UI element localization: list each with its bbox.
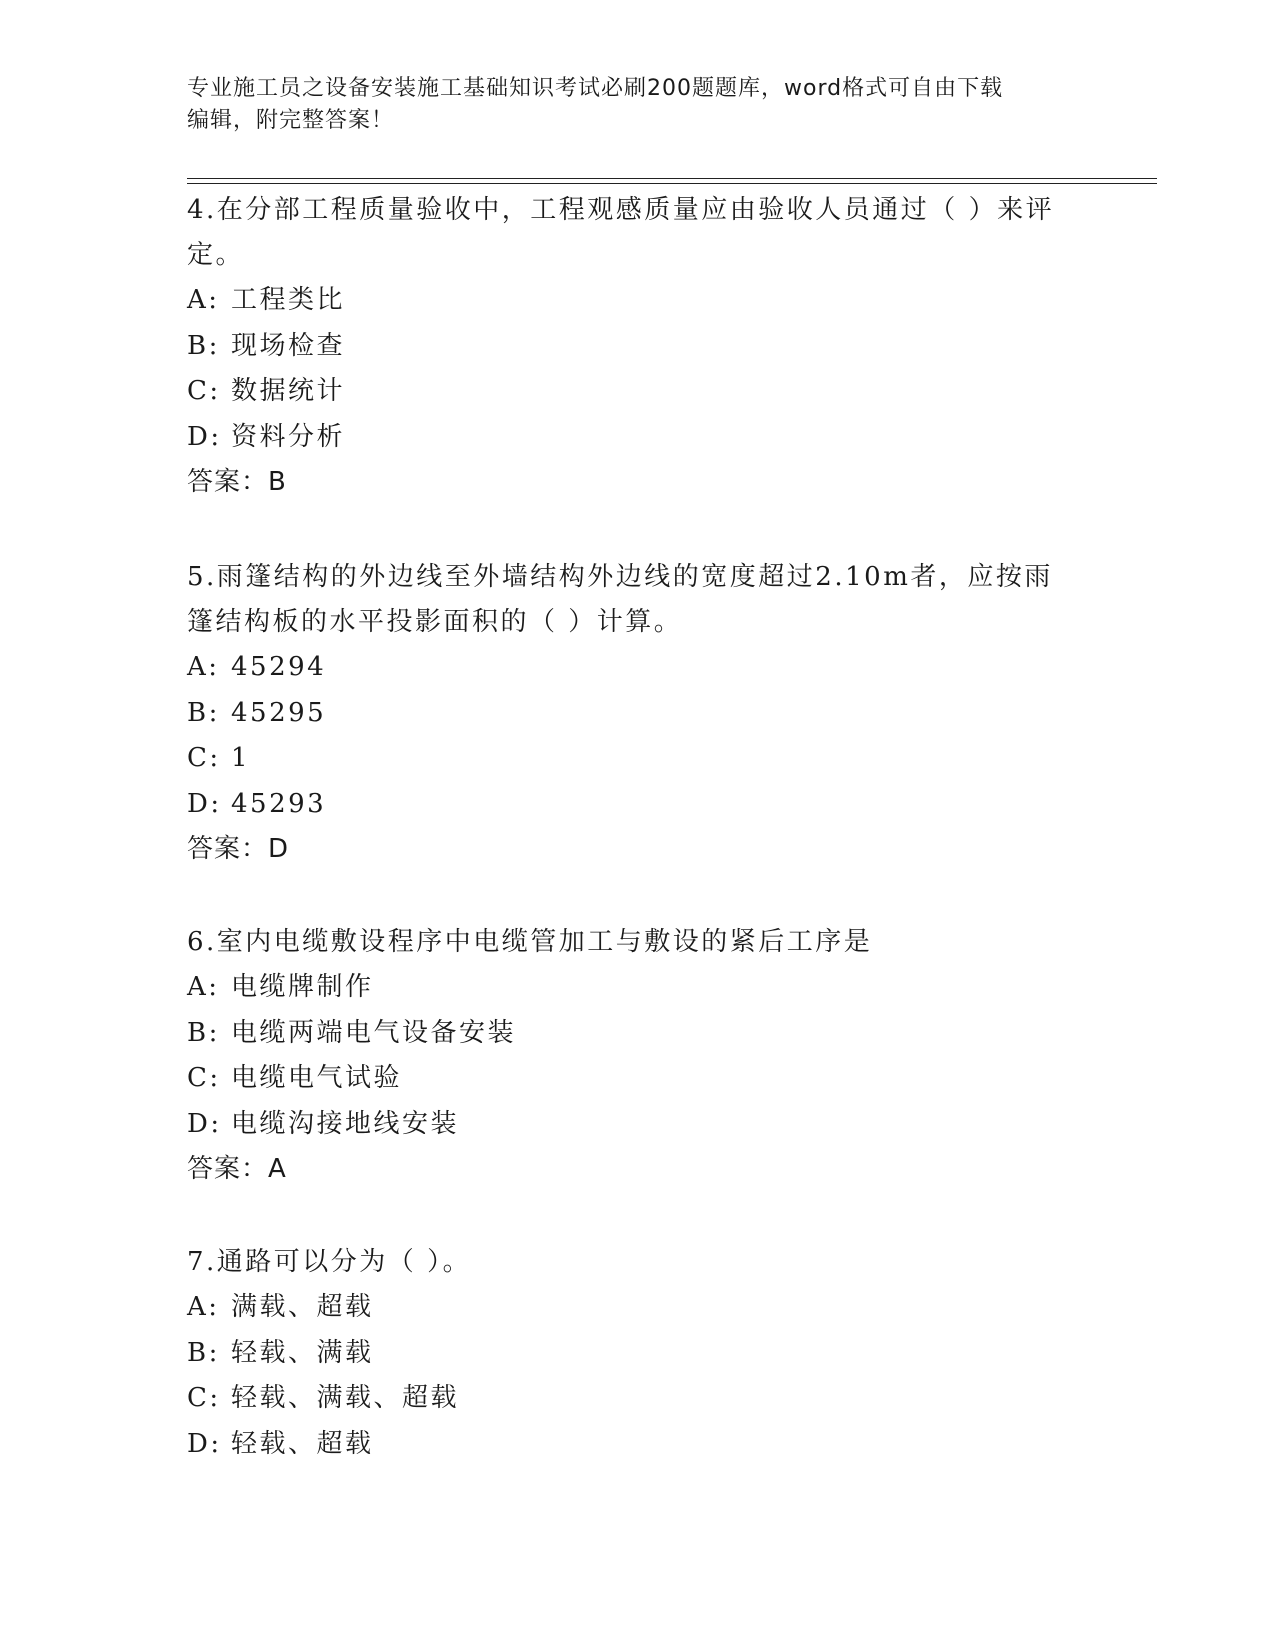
option-text: 工程类比 [231,285,346,315]
option-text: 数据统计 [231,376,346,406]
option-text: 45294 [231,652,327,682]
option-letter: C: [187,1383,221,1413]
option-c [187,1376,1087,1422]
option-letter: B: [187,1337,220,1368]
option-text: 电缆两端电气设备安装 [231,1017,517,1048]
option-c [187,736,1087,782]
question-stem [187,555,1087,645]
option-d [187,782,1087,828]
option-text: 轻载、满载、超载 [231,1383,460,1413]
header-line-1: 专业施工员之设备安装施工基础知识考试必刷200题题库，word格式可自由下载 [187,76,1004,101]
question-stem-line-1: 5.雨篷结构的外边线至外墙结构外边线的宽度超过2.10m者，应按雨 [187,562,1053,592]
option-b [187,1011,1087,1057]
question-6 [187,920,1087,1192]
option-a [187,645,1087,691]
option-letter: D: [187,1428,222,1459]
question-stem-line-2: 定。 [187,240,245,270]
option-c [187,369,1087,415]
option-letter: A: [187,652,220,682]
option-letter: B: [187,697,220,728]
option-a [187,1285,1087,1331]
option-letter: A: [187,972,220,1002]
option-text: 1 [231,743,251,773]
option-b [187,324,1087,370]
option-c [187,1056,1087,1102]
option-d [187,415,1087,461]
question-5 [187,555,1087,872]
header-line-2: 编辑，附完整答案！ [187,108,395,133]
answer-line: 答案：A [187,1154,287,1184]
option-text: 电缆牌制作 [231,972,374,1002]
option-text: 轻载、超载 [231,1428,374,1459]
option-a [187,965,1087,1011]
question-stem [187,188,1087,278]
option-letter: B: [187,330,220,361]
option-text: 轻载、满载 [231,1337,374,1368]
option-letter: C: [187,376,221,406]
option-text: 资料分析 [231,421,346,452]
question-stem-line-2: 篷结构板的水平投影面积的（ ）计算。 [187,607,683,637]
option-letter: A: [187,285,220,315]
option-b [187,1331,1087,1377]
question-stem-line-1: 7.通路可以分为（ ）。 [187,1247,472,1277]
document-header [187,73,1087,137]
option-text: 电缆沟接地线安装 [231,1108,460,1139]
option-text: 45293 [231,788,327,819]
option-a [187,278,1087,324]
option-d [187,1422,1087,1468]
header-divider-bottom [187,183,1157,184]
option-letter: D: [187,788,222,819]
option-text: 满载、超载 [231,1292,374,1322]
option-letter: C: [187,1063,221,1093]
option-letter: A: [187,1292,220,1322]
option-letter: B: [187,1017,220,1048]
option-text: 电缆电气试验 [231,1063,403,1093]
option-d [187,1102,1087,1148]
question-7 [187,1240,1087,1467]
question-4 [187,188,1087,505]
option-text: 45295 [231,697,327,728]
option-b [187,691,1087,737]
question-stem [187,920,1087,965]
question-stem-line-1: 4.在分部工程质量验收中，工程观感质量应由验收人员通过（ ）来评 [187,195,1055,225]
option-letter: D: [187,421,222,452]
option-letter: C: [187,743,221,773]
option-letter: D: [187,1108,222,1139]
question-stem [187,1240,1087,1285]
answer-line: 答案：B [187,467,287,497]
question-stem-line-1: 6.室内电缆敷设程序中电缆管加工与敷设的紧后工序是 [187,927,873,957]
option-text: 现场检查 [231,330,346,361]
header-divider-top [187,178,1157,179]
answer-line: 答案：D [187,834,290,864]
